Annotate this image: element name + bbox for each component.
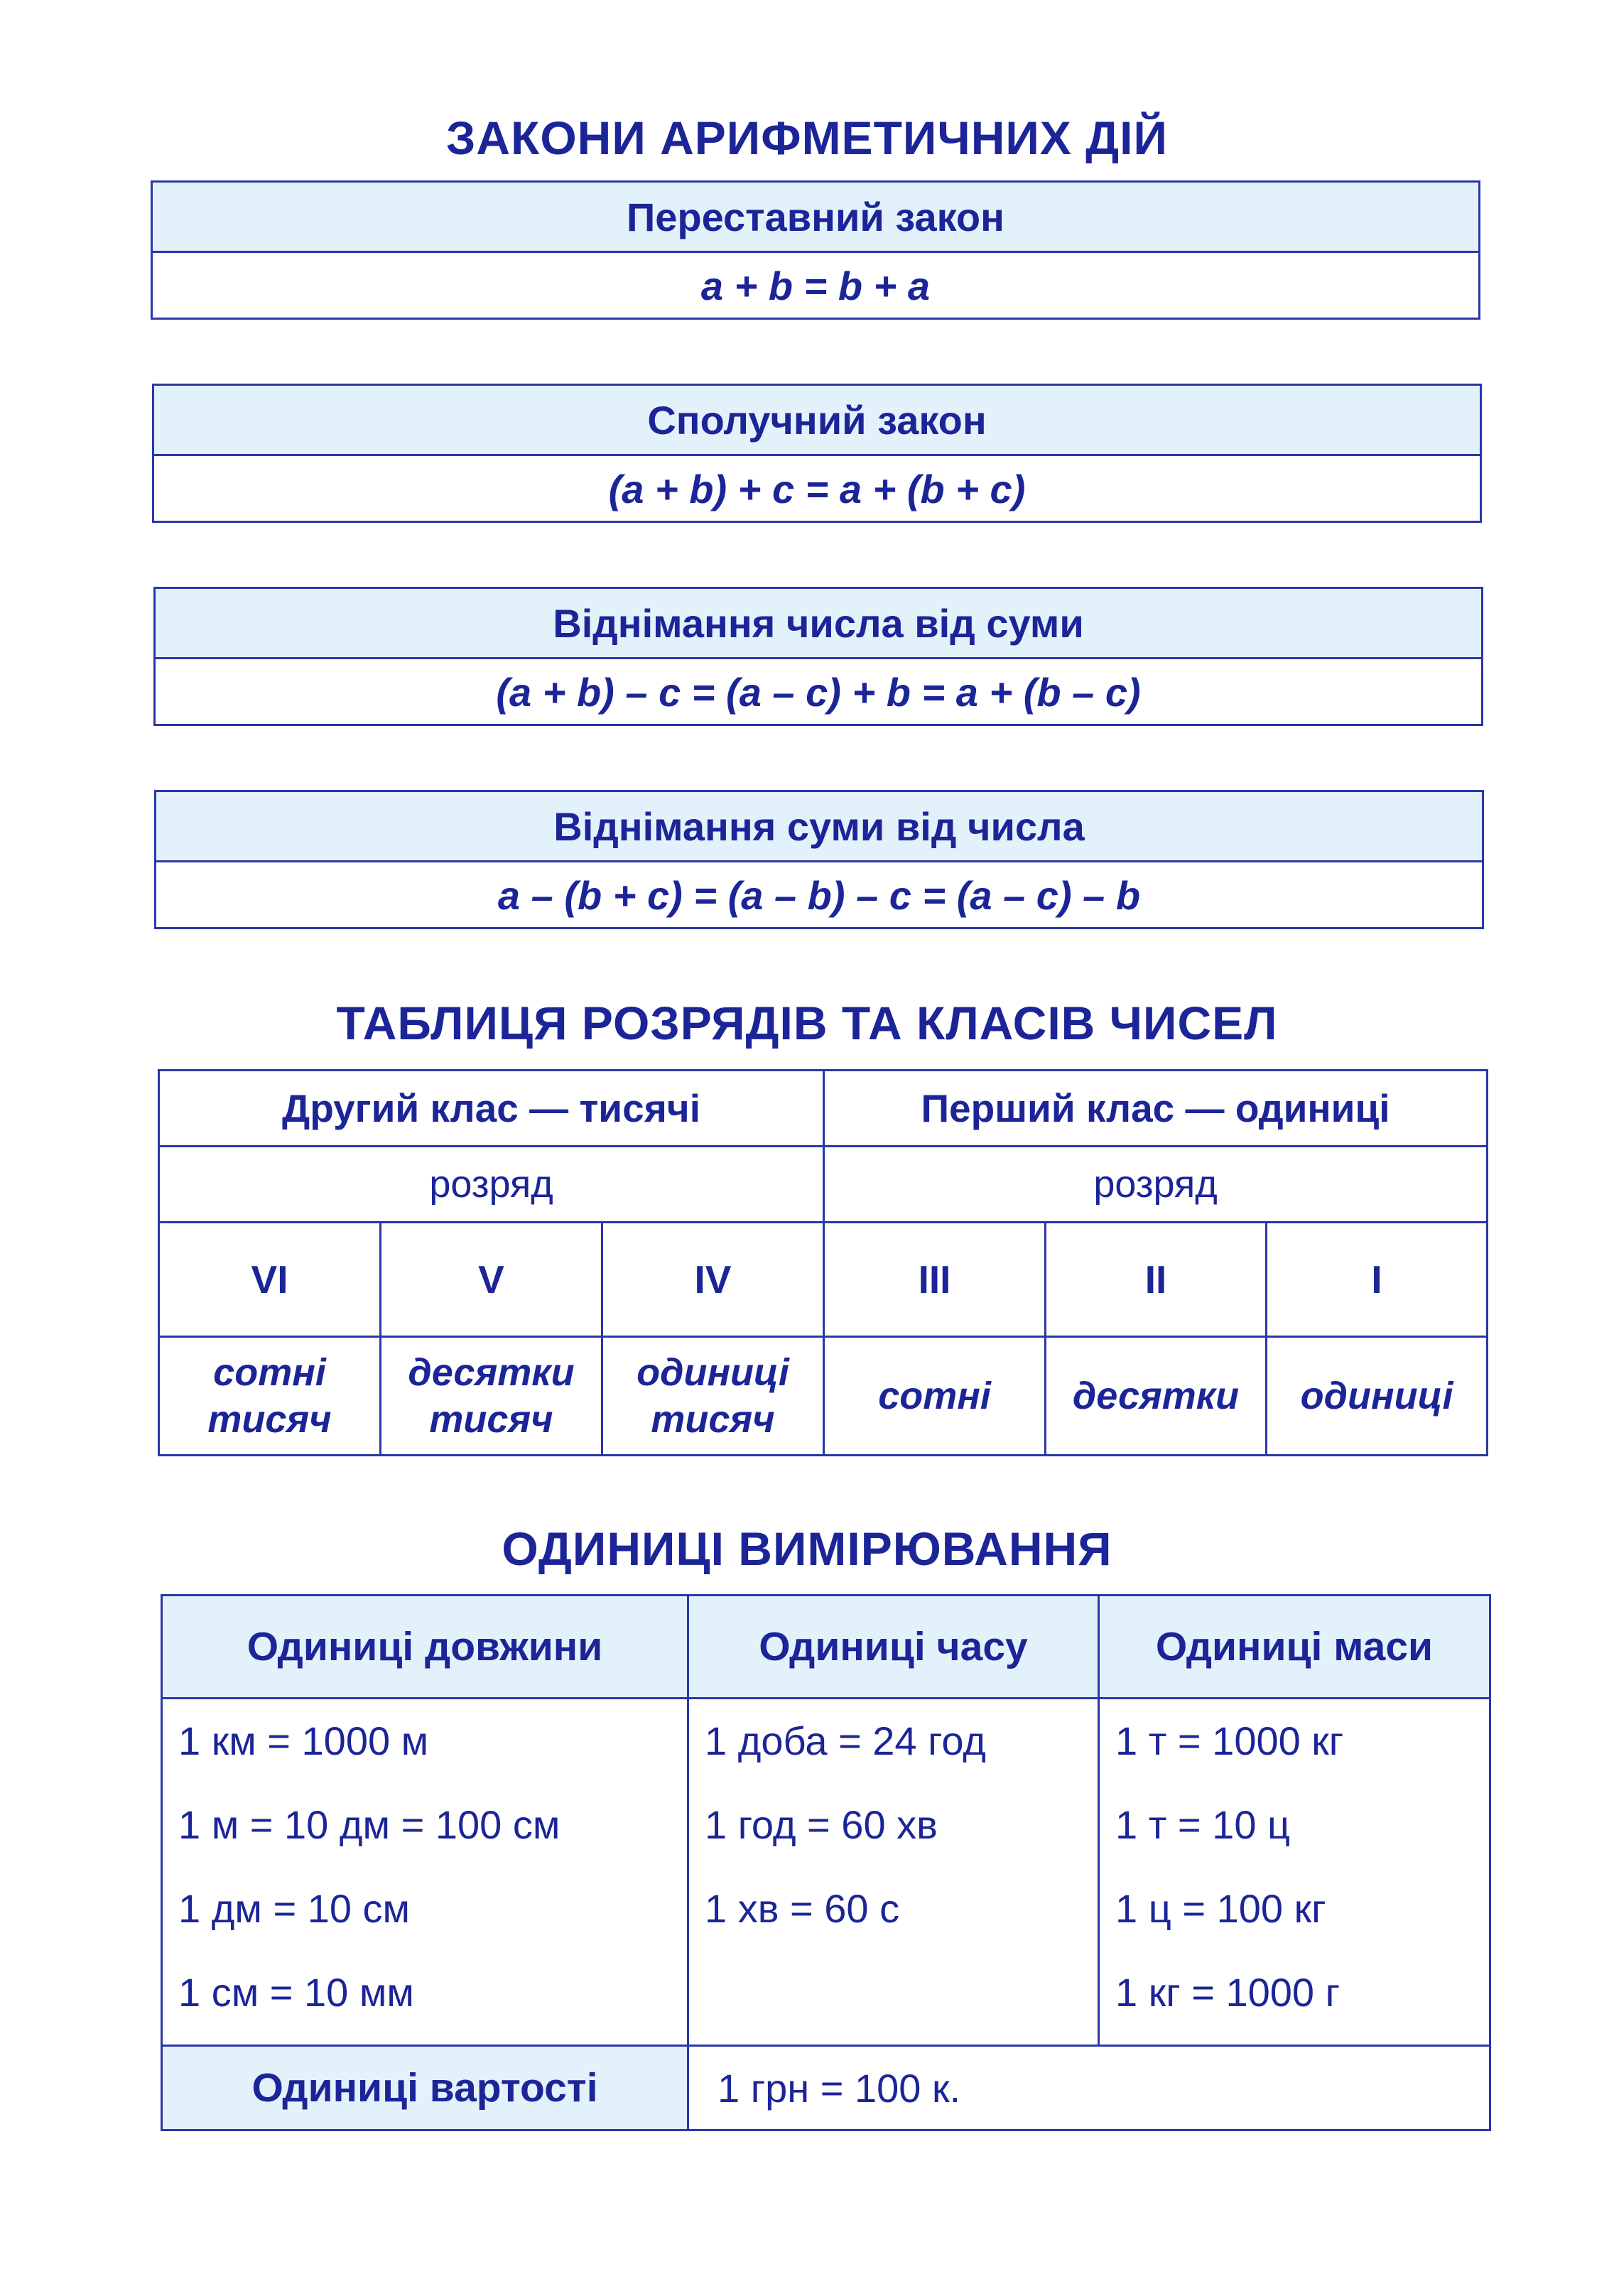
digit-4: IV <box>602 1223 824 1337</box>
digit-name-line: сотні <box>878 1375 991 1417</box>
digit-name-line: сотні <box>213 1351 326 1394</box>
law-formula: a + b = b + a <box>700 263 931 308</box>
law-box-subtract-number-from-sum <box>153 587 1483 726</box>
law-name: Віднімання числа від суми <box>156 589 1481 659</box>
digit-name-line: одиниці <box>1300 1375 1453 1417</box>
header-time: Одиниці часу <box>688 1596 1099 1699</box>
digit-name-line: одиниці <box>637 1351 789 1394</box>
law-formula: a – (b + c) = (a – b) – c = (a – c) – b <box>497 872 1141 918</box>
digit-name-line: десятки <box>1072 1375 1240 1417</box>
length-row: 1 см = 10 мм <box>178 1970 414 2015</box>
law-box-associative <box>152 384 1482 523</box>
header-length: Одиниці довжини <box>162 1596 688 1699</box>
place-value-title: ТАБЛИЦЯ РОЗРЯДІВ ТА КЛАСІВ ЧИСЕЛ <box>336 997 1278 1049</box>
length-row: 1 м = 10 дм = 100 см <box>178 1802 560 1847</box>
class-thousands: Другий клас — тисячі <box>159 1071 824 1147</box>
mass-row: 1 т = 10 ц <box>1115 1802 1291 1847</box>
time-row: 1 хв = 60 с <box>705 1886 900 1931</box>
cost-label: Одиниці вартості <box>162 2046 688 2130</box>
law-name: Переставний закон <box>153 183 1478 253</box>
digit-name-hundred-thousands <box>159 1337 381 1456</box>
law-name: Віднімання суми від числа <box>156 792 1482 862</box>
mass-row: 1 кг = 1000 г <box>1115 1970 1341 2015</box>
digit-name-line: тисяч <box>429 1398 553 1441</box>
length-row: 1 дм = 10 см <box>178 1886 411 1931</box>
law-name: Сполучний закон <box>154 386 1480 456</box>
law-formula: (a + b) + c = a + (b + c) <box>608 466 1026 511</box>
digit-6: VI <box>159 1223 381 1337</box>
digit-label: розряд <box>159 1147 824 1223</box>
law-box-commutative <box>151 180 1480 320</box>
length-row: 1 км = 1000 м <box>178 1718 429 1763</box>
time-units <box>688 1699 1099 2046</box>
law-formula: (a + b) – c = (a – c) + b = a + (b – c) <box>496 669 1141 715</box>
digit-label: розряд <box>824 1147 1488 1223</box>
digit-1: I <box>1267 1223 1488 1337</box>
mass-row: 1 т = 1000 кг <box>1115 1718 1344 1763</box>
time-row: 1 доба = 24 год <box>705 1718 986 1763</box>
place-value-table <box>158 1069 1488 1456</box>
digit-name-thousands <box>602 1337 824 1456</box>
digit-name-ones <box>1267 1337 1488 1456</box>
digit-name-line: тисяч <box>207 1398 332 1441</box>
time-row: 1 год = 60 хв <box>705 1802 938 1847</box>
mass-row: 1 ц = 100 кг <box>1115 1886 1326 1931</box>
digit-3: III <box>824 1223 1046 1337</box>
mass-units <box>1099 1699 1490 2046</box>
digit-name-hundreds <box>824 1337 1046 1456</box>
units-table <box>161 1594 1491 2131</box>
length-units <box>162 1699 688 2046</box>
header-mass: Одиниці маси <box>1099 1596 1490 1699</box>
cost-value: 1 грн = 100 к. <box>688 2046 1490 2130</box>
laws-title: ЗАКОНИ АРИФМЕТИЧНИХ ДІЙ <box>446 112 1168 164</box>
digit-name-line: десятки <box>408 1351 575 1394</box>
digit-5: V <box>381 1223 602 1337</box>
digit-name-ten-thousands <box>381 1337 602 1456</box>
digit-name-tens <box>1046 1337 1267 1456</box>
law-box-subtract-sum-from-number <box>154 790 1484 929</box>
digit-2: II <box>1046 1223 1267 1337</box>
digit-name-line: тисяч <box>651 1398 775 1441</box>
units-title: ОДИНИЦІ ВИМІРЮВАННЯ <box>502 1522 1112 1575</box>
class-units: Перший клас — одиниці <box>824 1071 1488 1147</box>
